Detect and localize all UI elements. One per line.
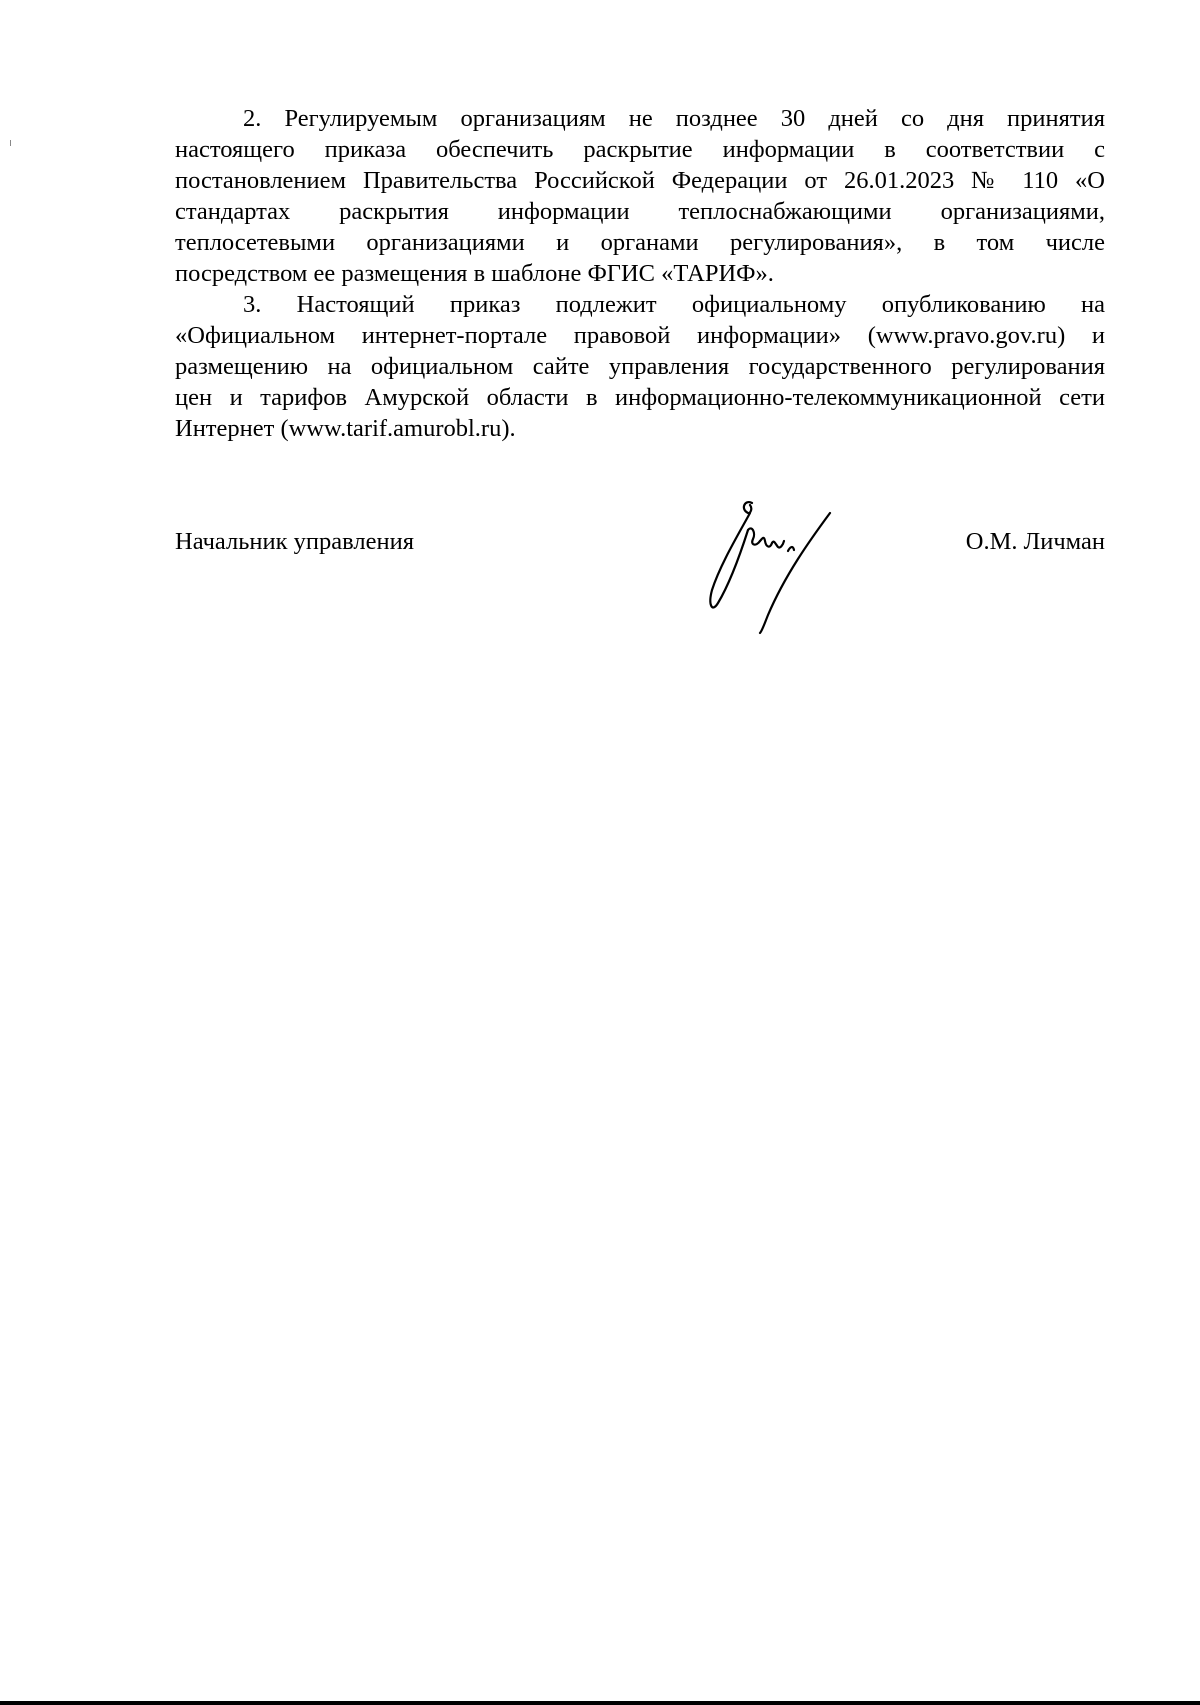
paragraph-2-line: постановлением Правительства Российской Федерации от 26.01.2023 № 110 «О xyxy=(175,167,1105,194)
paragraph-2 xyxy=(175,103,1105,289)
paragraph-3-line: размещению на официальном сайте управления государственного регулирования xyxy=(175,353,1105,380)
paragraph-3-line: Интернет (www.tarif.amurobl.ru). xyxy=(175,415,516,442)
scan-bottom-edge xyxy=(0,1701,1200,1705)
scan-margin-mark xyxy=(10,140,11,146)
document-body xyxy=(175,103,1105,444)
position-title: Начальник управления xyxy=(175,528,414,555)
paragraph-2-line: настоящего приказа обеспечить раскрытие информации в соответствии с xyxy=(175,136,1105,163)
paragraph-2-line: теплосетевыми организациями и органами регулирования», в том числе xyxy=(175,229,1105,256)
paragraph-3-line: 3. Настоящий приказ подлежит официальному опубликованию на xyxy=(243,291,1105,318)
paragraph-2-line: 2. Регулируемым организациям не позднее 30 дней со дня принятия xyxy=(243,105,1105,132)
paragraph-3-line: цен и тарифов Амурской области в информационно-телекоммуникационной сети xyxy=(175,384,1105,411)
signer-name: О.М. Личман xyxy=(965,528,1105,555)
paragraph-2-line: посредством ее размещения в шаблоне ФГИС «ТАРИФ». xyxy=(175,260,774,287)
handwritten-signature xyxy=(690,495,840,635)
paragraph-3 xyxy=(175,289,1105,444)
signature-block xyxy=(175,520,1105,630)
paragraph-3-line: «Официальном интернет-портале правовой информации» (www.pravo.gov.ru) и xyxy=(175,322,1105,349)
paragraph-2-line: стандартах раскрытия информации теплоснабжающими организациями, xyxy=(175,198,1105,225)
